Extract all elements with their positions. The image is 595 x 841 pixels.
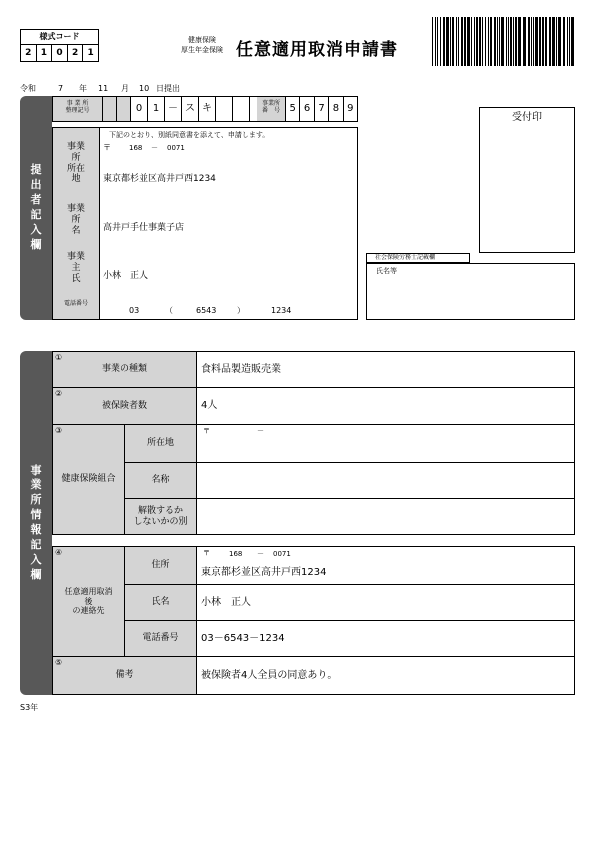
office-number-cell: 5 (286, 97, 300, 121)
owner-label: 事業 主 氏 (66, 252, 85, 284)
sidebar-char: 事 (30, 463, 42, 477)
phone-last: 1234 (271, 306, 292, 315)
office-code-row (52, 96, 358, 122)
sidebar-char: 提 (30, 163, 42, 177)
month-unit: 月 (121, 84, 129, 93)
postal-mark: 〒 (103, 143, 111, 152)
item4-name-label: 氏名 (151, 597, 170, 608)
sharoushi-box (366, 263, 575, 320)
office-name: 高井戸手仕事菓子店 (103, 223, 185, 233)
form-title: 任意適用取消申請書 (236, 40, 398, 60)
form-code-digit: 1 (87, 48, 94, 59)
month-value: 11 (98, 84, 109, 93)
office-number-cell: 8 (329, 97, 343, 121)
item1-value: 食料品製造販売業 (201, 363, 281, 375)
item1-label: 事業の種類 (101, 364, 147, 375)
office-code-cell (216, 97, 233, 121)
office-name-label: 事業 所 名 (66, 204, 85, 236)
item4-postal-2: 0071 (273, 550, 291, 558)
phone-open-paren: （ (165, 306, 173, 315)
sidebar-char: 情 (30, 508, 42, 522)
footer-note: S3年 (20, 703, 39, 712)
item4-postal-1: 168 (229, 550, 243, 558)
sidebar-char: 者 (30, 193, 42, 207)
item3-postal-mark: 〒 (203, 427, 210, 435)
office-code-cell: ス (182, 97, 199, 121)
item5-value: 被保険者4人全員の同意あり。 (201, 669, 338, 681)
day-suffix: 日提出 (156, 84, 180, 93)
office-code-cells (103, 97, 257, 121)
office-code-label: 事 業 所 整理記号 (53, 97, 103, 121)
item5-label: 備考 (115, 670, 134, 681)
reception-stamp-box (479, 107, 575, 253)
office-number-cell: 9 (347, 103, 354, 114)
office-address: 東京都杉並区高井戸西1234 (103, 174, 216, 184)
item3-postal-dash: － (257, 427, 264, 435)
sidebar-char: 入 (30, 552, 42, 566)
item3-block (52, 424, 575, 535)
sidebar-char: 欄 (30, 237, 42, 251)
office-code-cell (117, 97, 131, 121)
sidebar-char: 欄 (30, 567, 42, 581)
item3-label: 健康保険組合 (61, 474, 116, 485)
item3-number: ③ (55, 426, 63, 435)
item2-value: 4人 (201, 400, 218, 411)
reception-stamp-label: 受付印 (512, 112, 542, 123)
office-code-cell: － (165, 97, 182, 121)
item2-label: 被保険者数 (101, 400, 147, 411)
item4-phone-label: 電話番号 (142, 633, 179, 644)
applicant-section-sidebar (20, 96, 52, 320)
office-info-section-sidebar (20, 351, 52, 695)
sidebar-char: 報 (30, 523, 42, 536)
office-number-cell: 6 (300, 97, 314, 121)
sidebar-char: 出 (30, 178, 42, 192)
form-code-digit: 2 (68, 45, 84, 62)
sidebar-char: 所 (30, 493, 42, 507)
item5-row (52, 657, 575, 695)
phone-middle: 6543 (196, 306, 217, 315)
office-code-cell: 0 (131, 97, 148, 121)
office-code-cell (233, 97, 250, 121)
item1-row (52, 351, 575, 388)
office-code-cell: キ (199, 97, 216, 121)
office-number-label: 事業所 番 号 (257, 97, 286, 121)
item4-postal-dash: － (257, 550, 264, 558)
application-notice: 下記のとおり、別紙同意書を添えて、申請します。 (109, 131, 270, 139)
submission-date (20, 84, 220, 96)
sidebar-char: 入 (30, 222, 42, 236)
item4-phone: 03－6543－1234 (201, 632, 285, 644)
year-value: 7 (58, 84, 64, 93)
office-code-cell (103, 97, 117, 121)
item3-address-label: 所在地 (146, 438, 174, 449)
form-code-digit: 0 (52, 45, 68, 62)
phone-close-paren: ） (237, 306, 245, 315)
item4-postal-mark: 〒 (203, 549, 210, 557)
item4-address-label: 住所 (151, 560, 170, 571)
item4-label: 任意適用取消 後 の連絡先 (64, 587, 113, 616)
item1-number: ① (55, 353, 63, 362)
day-value: 10 (139, 84, 150, 93)
postal-code-2: 0071 (167, 144, 185, 152)
postal-code-1: 168 (129, 144, 143, 152)
era: 令和 (20, 84, 36, 93)
item3-name-label: 名称 (151, 475, 170, 486)
form-code-label: 様式コード (21, 30, 98, 45)
form-code-digits (21, 45, 98, 62)
applicant-details (52, 127, 358, 320)
sidebar-char: 記 (30, 208, 42, 221)
item4-address: 東京都杉並区高井戸西1234 (201, 567, 327, 578)
phone-label: 電話番号 (63, 300, 88, 307)
address-label: 事業 所 所在 地 (66, 142, 85, 185)
sharoushi-label-box: 社会保険労務士記載欄 (366, 253, 470, 263)
sidebar-char: 記 (30, 537, 42, 551)
sharoushi-name-label: 氏名等 (376, 267, 397, 275)
item3-dissolve-label: 解散するか しないかの別 (133, 505, 188, 527)
postal-dash: － (151, 144, 158, 152)
year-unit: 年 (79, 84, 87, 93)
office-number-cells (286, 97, 357, 121)
form-code-digit: 1 (37, 45, 53, 62)
form-code-digit: 2 (21, 45, 37, 62)
item4-number: ④ (55, 548, 63, 557)
office-number-cell: 7 (315, 97, 329, 121)
insurance-type-health: 健康保険 (188, 36, 216, 44)
form-code-box (20, 29, 99, 62)
barcode-image (430, 17, 575, 66)
insurance-type-pension: 厚生年金保険 (181, 46, 223, 54)
sidebar-char: 業 (30, 478, 42, 492)
item2-row (52, 388, 575, 425)
item4-block (52, 546, 575, 657)
office-code-cell: 1 (148, 97, 165, 121)
phone-area: 03 (129, 306, 140, 315)
item4-name: 小林 正人 (201, 596, 251, 608)
item2-number: ② (55, 389, 63, 398)
owner-name: 小林 正人 (103, 271, 149, 281)
item5-number: ⑤ (55, 658, 63, 667)
